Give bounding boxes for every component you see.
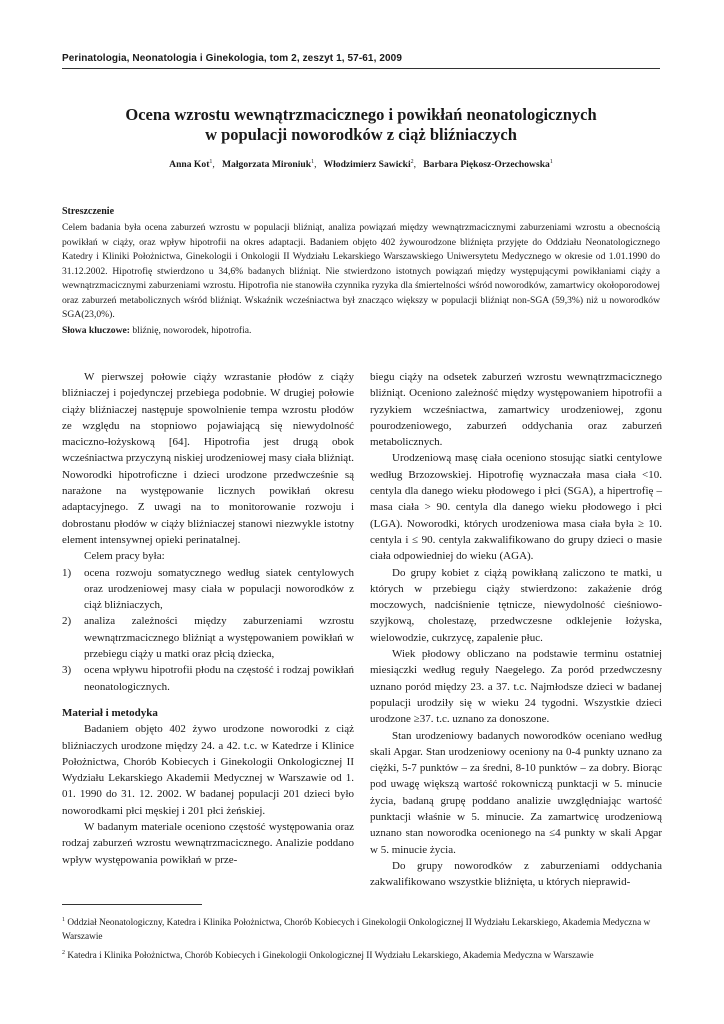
footnote-mark: 2 (62, 950, 65, 957)
body-paragraph: Do grupy noworodków z zaburzeniami oddychania zakwalifikowano wszystkie bliźnięta, u których nieprawid- (370, 859, 662, 889)
list-item-number: 3) (62, 664, 72, 677)
list-item-number: 2) (62, 615, 72, 628)
methods-paragraph: Badaniem objęto 402 żywo urodzone noworodki z ciąż bliźniaczych urodzone między 24. a 42. t.c. w Katedrze i Klinice Położnictwa, Chorób Kobiecych i Ginekologii Onkologicznej II Wydziału Lekarskiego Akademii Medycznej w Warszawie od 1. 01. 1990 do 31. 12. 2002. W badanej populacji 201 dzieci było noworodkami płci męskiej i 201 płci żeńskiej. (62, 723, 354, 817)
author-name: Małgorzata Mironiuk (222, 159, 312, 171)
abstract-text: Celem badania była ocena zaburzeń wzrostu w populacji bliźniąt, analiza powiązań między wewnątrzmacicznymi zaburzeniami wzrostu a obecnością powikłań w ciąży, oraz wpływ hipotrofii na okres adaptacji. Badaniem objęto 402 żywourodzone bliźnięta przyjęte do Oddziału Neonatologicznego Katedry i Kliniki Położnictwa, Ginekologii i Onkologii II Wydziału Lekarskiego Warszawskiego Uniwersytetu Medycznego w okresie od 1.01.1990 do 31.12.2002. Hipotrofię stwierdzono u 34,6% badanych bliźniąt. Nie stwierdzono istotnych powiązań między występującymi powikłaniami ciąży a wewnątrzmacicznymi zaburzeniami wzrostu. Hipotrofia nie stanowiła czynnika ryzyka dla śmiertelności wśród noworodków, zamartwicy okołoporodowej oraz zaburzeń metabolicznych wśród bliźniąt. Wskaźnik wcześniactwa był znacząco większy w populacji bliźniąt non-SGA (59,3%) niż u noworodków SGA(23,0%). (62, 222, 660, 320)
methods-paragraph: W badanym materiale oceniono częstość występowania oraz rodzaj zaburzeń wzrostu wewnątrzmacicznego. Analizie poddano wpływ występowania powikłań w prze- (62, 821, 354, 866)
footnote-mark: 1 (62, 917, 65, 923)
author-affiliation-mark: 2 (410, 159, 414, 165)
list-item (62, 613, 354, 662)
list-item (62, 565, 354, 614)
article-title (62, 105, 660, 145)
list-item-text: ocena wpływu hipotrofii płodu na częstość i rodzaj powikłań neonatologicznych. (84, 664, 354, 693)
body-paragraph: Wiek płodowy obliczano na podstawie terminu ostatniej miesiączki według reguły Naegelego. Za poród przedwczesny uznano poród między 23. a 37. t.c. Najmłodsze dzieci w badanej populacji urodziły się w wieku 24 tygodni. Wszystkie dzieci urodzone ≥37. t.c. uznano za donoszone. (370, 648, 662, 726)
footnotes (62, 913, 660, 965)
body-paragraph: biegu ciąży na odsetek zaburzeń wzrostu wewnątrzmacicznego bliźniąt. Oceniono zależność między występowaniem hipotrofii a ryzykiem wcześniactwa, zamartwicy urodzeniowej, zgonu pourodzeniowego, zaburzeń oddychania oraz zaburzeń metabolicznych. (370, 371, 662, 449)
keywords-list: bliźnię, noworodek, hipotrofia. (132, 325, 252, 336)
footnote-rule (62, 904, 202, 905)
author-name: Anna Kot (169, 159, 210, 171)
title-line-2: w populacji noworodków z ciąż bliźniaczych (205, 125, 517, 144)
right-column (370, 369, 662, 891)
author-affiliation-mark: 1 (549, 159, 553, 165)
author-list: Anna Kot$^1$, Małgorzata Mironiuk$^1$, Włodzimierz Sawicki$^2$, Barbara Piękosz-Orzechowska$^1$ (169, 159, 553, 171)
abstract-heading: Streszczenie (62, 206, 115, 217)
keywords-label: Słowa kluczowe: (62, 325, 130, 336)
left-column (62, 369, 354, 868)
list-item-text: analiza zależności między zaburzeniami wzrostu wewnątrzmacicznego bliźniąt a występowaniem powikłań w przebiegu ciąży u matki oraz płcią dziecka, (84, 615, 354, 661)
author-name: Włodzimierz Sawicki (323, 159, 411, 171)
journal-header: Perinatologia, Neonatologia i Ginekologia, tom 2, zeszyt 1, 57-61, 2009 (62, 53, 402, 64)
body-paragraph: Urodzeniową masę ciała oceniono stosując siatki centylowe według Brzozowskiej. Hipotrofię wyznaczała masa ciała <10. centyla dla danego wieku płodowego i płci (SGA), a hipertrofię – masa ciała > 90. centyla dla danego wieku płodowego i płci (LGA). Noworodki, których urodzeniowa masa ciała była ≥ 10. centyla i ≤ 90. centyla zakwalifikowano do grupy dzieci o masie ciała odpowiedniej do wieku (AGA). (370, 452, 662, 563)
author-name: Barbara Piękosz-Orzechowska (423, 159, 550, 171)
list-item-number: 1) (62, 566, 72, 579)
author-affiliation-mark: 1 (311, 159, 315, 165)
body-paragraph: Stan urodzeniowy badanych noworodków oceniano według skali Apgar. Stan urodzeniowy oceniony na 0-4 punkty uznano za ciężki, 5-7 punktów – za średni, 8-10 punktów – za dobry. Biorąc pod uwagę większą wartość rokowniczą punktacji w 5. minucie życia, badaną grupę poddano analizie uwzględniając wartość punktacji właśnie w 5. minucie. Za zamartwicę urodzeniową uznano stan noworodka ocenionego na ≤4 punkty w skali Apgar w 5. minucie życia. (370, 729, 662, 856)
aim-intro: Celem pracy była: (84, 550, 165, 563)
author-affiliation-mark: 1 (209, 159, 213, 165)
body-paragraph: Do grupy kobiet z ciążą powikłaną zaliczono te matki, u których w przebiegu ciąży stwierdzono: zakażenie dróg moczowych, nadciśnienie tętnicze, niewydolność cieśniowo-szyjkową, cholestazę, przedwczesne odklejenie łożyska, wielowodzie, cukrzycę, zapalenie płuc. (370, 566, 662, 644)
footnote (62, 913, 660, 944)
footnote (62, 946, 660, 963)
header-rule (62, 68, 660, 69)
list-item-text: ocena rozwoju somatycznego według siatek centylowych oraz urodzeniowej masy ciała w populacji noworodków z ciąż bliźniaczych, (84, 566, 354, 612)
aims-list (62, 565, 354, 695)
footnote-text: Katedra i Klinika Położnictwa, Chorób Kobiecych i Ginekologii Onkologicznej II Wydziału Lekarskiego, Akademia Medyczna w Warszawie (67, 951, 594, 962)
methods-heading: Materiał i metodyka (62, 706, 158, 719)
intro-paragraph: W pierwszej połowie ciąży wzrastanie płodów z ciąży bliźniaczej i pojedynczej przebiega podobnie. W drugiej połowie ciąży bliźniaczej następuje spowolnienie tempa wzrostu płodów ze względu na stopniowo pojawiającą się niewydolność maciczno-łożyskową [64]. Hipotrofia jest drugą obok wcześniactwa przyczyną niskiej urodzeniowej masy ciała bliźniąt. Noworodki hipotroficzne i dzieci urodzone przedwcześnie są narażone na występowanie licznych powikłań okresu adaptacyjnego. Z uwagi na to monitorowanie rozwoju i dobrostanu płodów w ciąży bliźniaczej stanowi niezwykle istotny element intensywnej opieki perinatalnej. (62, 371, 354, 546)
keywords (62, 325, 660, 336)
footnote-text: Oddział Neonatologiczny, Katedra i Klinika Położnictwa, Chorób Kobiecych i Ginekologii Onkologicznej II Wydziału Lekarskiego, Akademia Medyczna w Warszawie (62, 918, 651, 943)
list-item (62, 662, 354, 695)
title-line-1: Ocena wzrostu wewnątrzmacicznego i powikłań neonatologicznych (125, 105, 597, 124)
